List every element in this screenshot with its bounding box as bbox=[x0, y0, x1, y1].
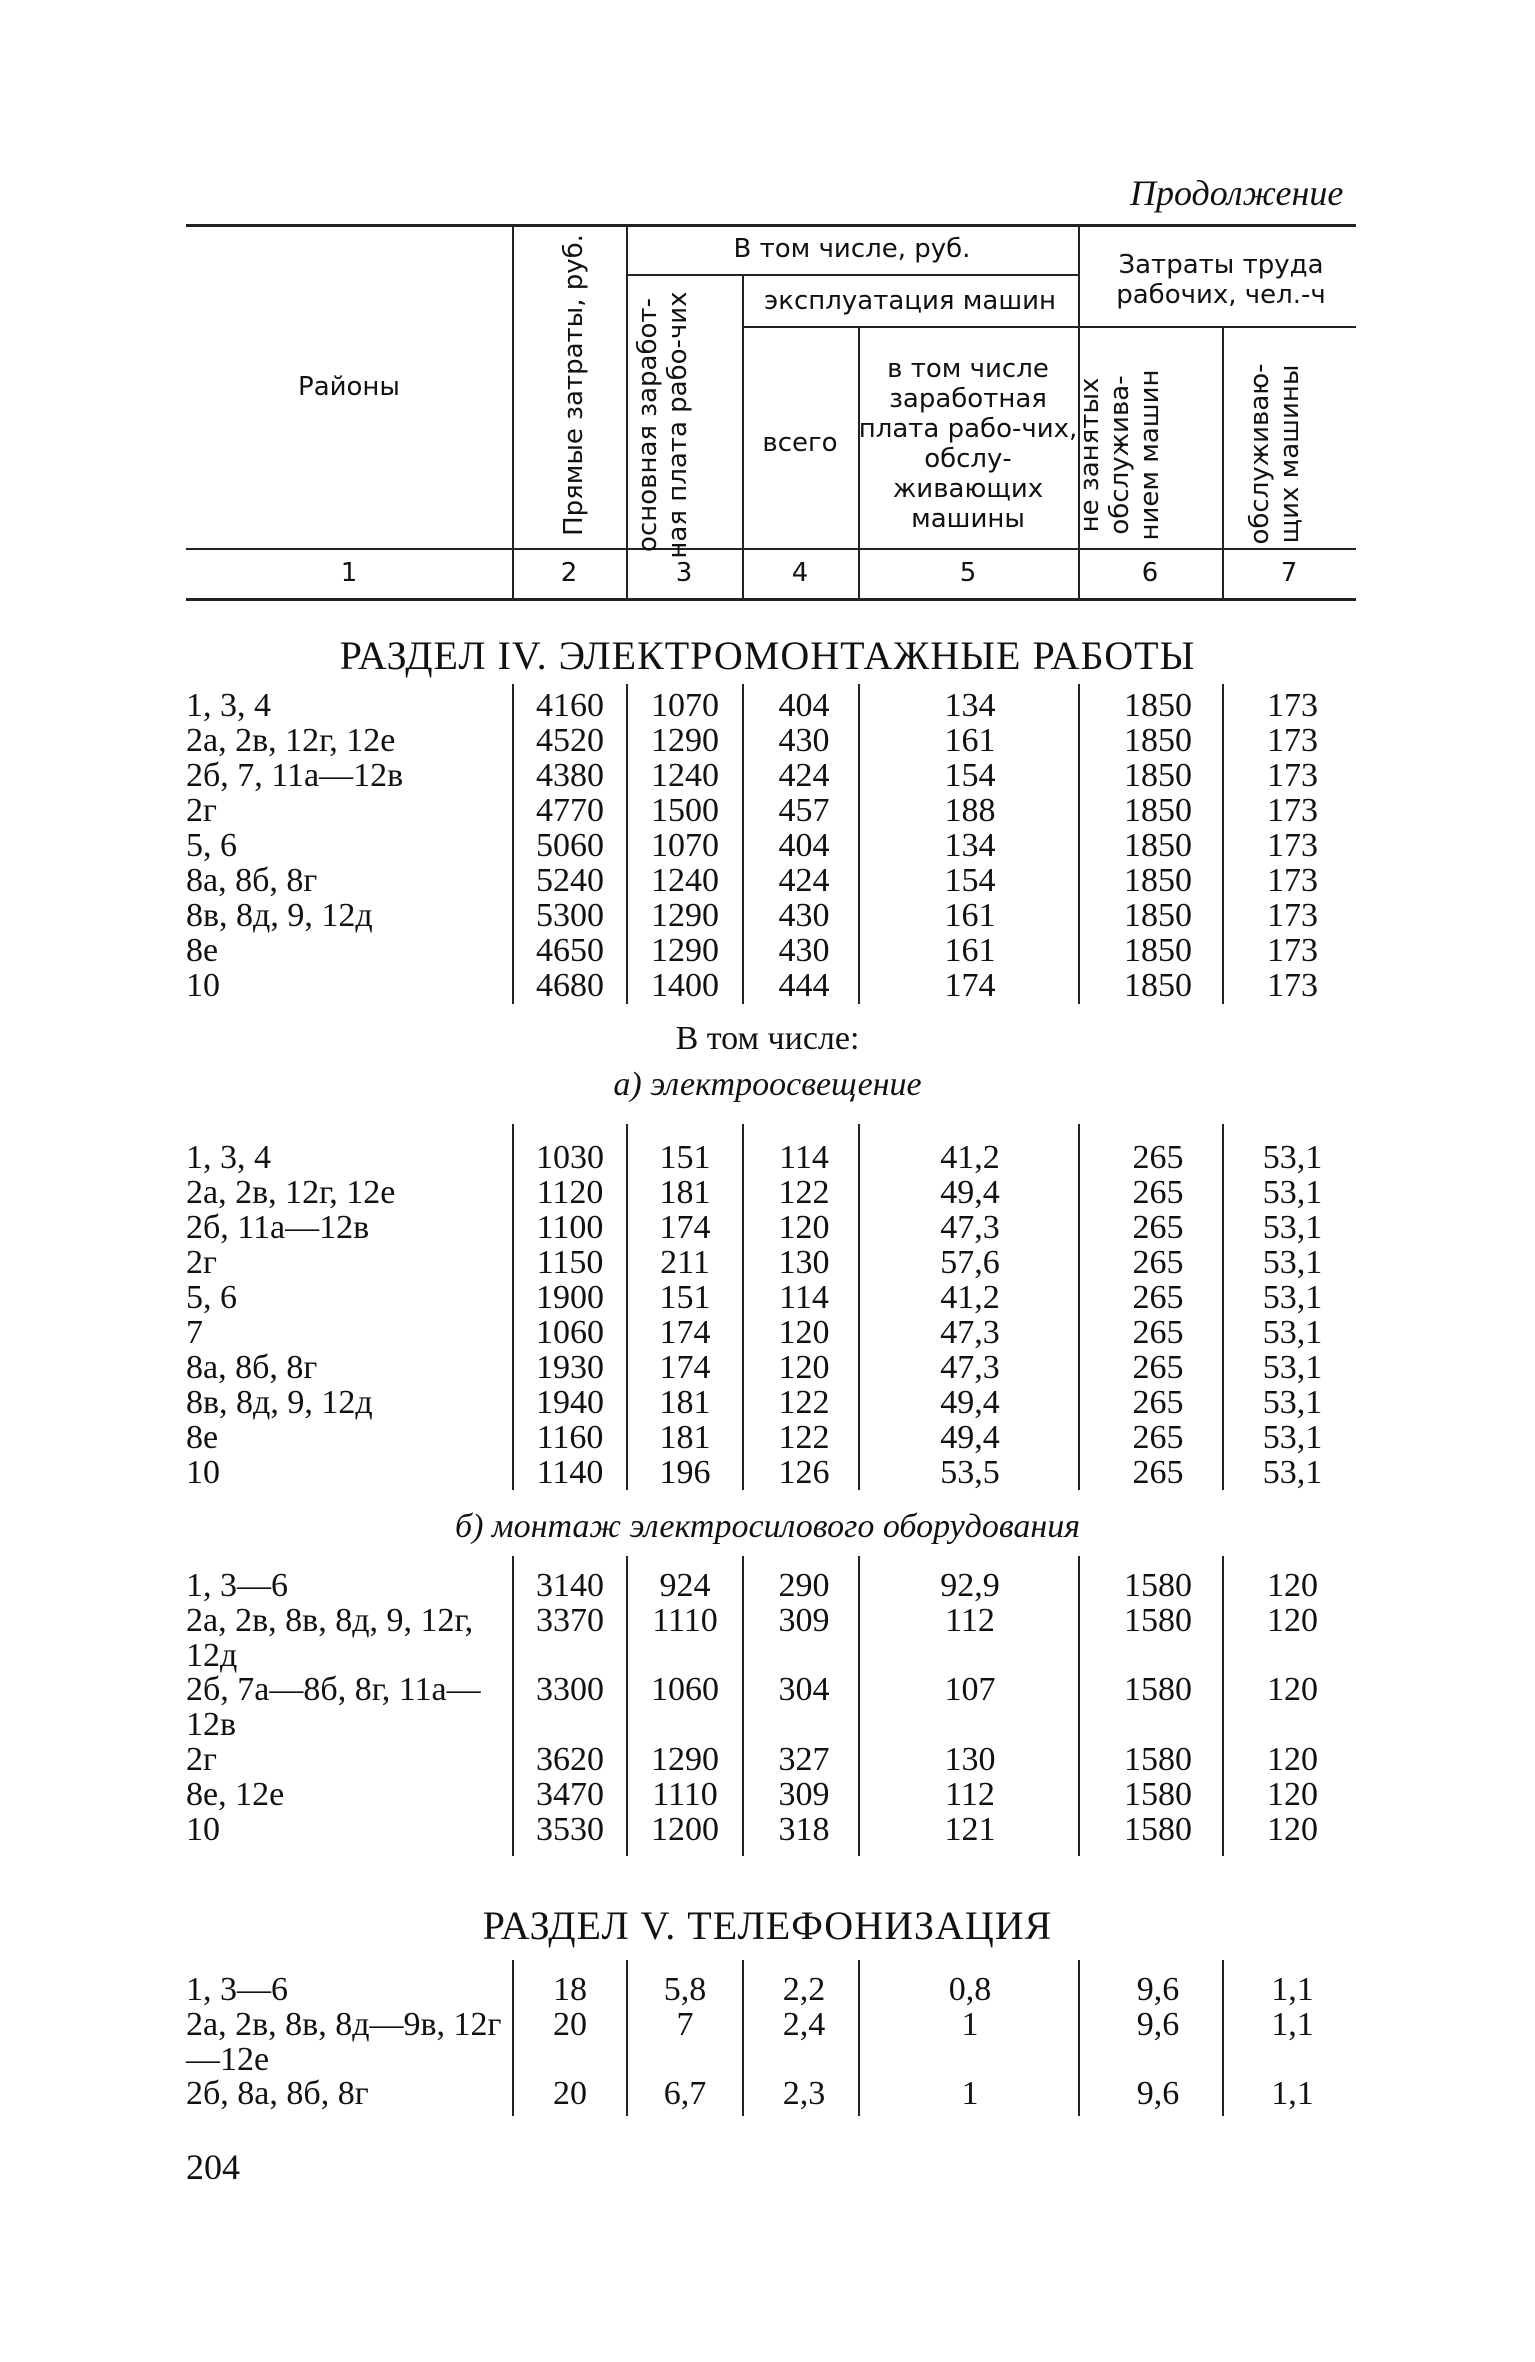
table-cell: 120 bbox=[1267, 1671, 1318, 1708]
table-cell: 121 bbox=[944, 1811, 996, 1848]
table-cell: 53,1 bbox=[1262, 1139, 1323, 1176]
table-cell: 53,1 bbox=[1262, 1279, 1323, 1316]
table-cell: 9,6 bbox=[1136, 1971, 1180, 2008]
table-cell: 41,2 bbox=[940, 1139, 1000, 1176]
table-cell: 1120 bbox=[536, 1174, 604, 1211]
table-cell: 1850 bbox=[1124, 932, 1192, 969]
column-rule bbox=[858, 1124, 860, 1490]
table-cell: 114 bbox=[779, 1139, 829, 1176]
header-top-rule bbox=[186, 224, 1356, 227]
column-rule bbox=[626, 684, 628, 1004]
table-cell: 134 bbox=[944, 827, 996, 864]
table-cell: 41,2 bbox=[940, 1279, 1000, 1316]
table-cell: 53,1 bbox=[1262, 1244, 1323, 1281]
table-cell: 265 bbox=[1132, 1174, 1184, 1211]
table-row-region: 1, 3—6 bbox=[186, 1971, 288, 2008]
table-row-region: 2г bbox=[186, 1244, 217, 1281]
including-label: В том числе: bbox=[675, 1020, 860, 1057]
table-cell: 47,3 bbox=[940, 1349, 1000, 1386]
column-rule bbox=[512, 1556, 514, 1856]
table-cell: 2,4 bbox=[782, 2006, 826, 2043]
table-cell: 1290 bbox=[651, 897, 719, 934]
table-cell: 7 bbox=[676, 2006, 694, 2043]
col-num-5: 5 bbox=[959, 558, 977, 588]
table-cell: 120 bbox=[1267, 1602, 1318, 1639]
table-cell: 1060 bbox=[651, 1671, 719, 1708]
table-cell: 181 bbox=[659, 1419, 711, 1456]
table-cell: 424 bbox=[778, 862, 830, 899]
table-cell: 53,1 bbox=[1262, 1349, 1323, 1386]
table-cell: 4380 bbox=[536, 757, 604, 794]
table-cell: 1850 bbox=[1124, 687, 1192, 724]
table-cell: 161 bbox=[944, 722, 996, 759]
table-cell: 1580 bbox=[1124, 1671, 1192, 1708]
table-row-region: 5, 6 bbox=[186, 827, 237, 864]
table-cell: 1 bbox=[961, 2006, 979, 2043]
table-cell: 0,8 bbox=[948, 1971, 992, 2008]
table-cell: 120 bbox=[778, 1209, 830, 1246]
table-cell: 1,1 bbox=[1271, 1971, 1314, 2008]
column-rule bbox=[1078, 1124, 1080, 1490]
table-cell: 1160 bbox=[536, 1419, 604, 1456]
table-cell: 122 bbox=[778, 1174, 830, 1211]
table-cell: 457 bbox=[778, 792, 830, 829]
header-sub-rule bbox=[742, 326, 1078, 328]
table-cell: 4650 bbox=[536, 932, 604, 969]
subsection-a-title: а) электроосвещение bbox=[613, 1066, 922, 1103]
column-rule bbox=[512, 1960, 514, 2116]
table-cell: 211 bbox=[660, 1244, 710, 1281]
table-cell: 3140 bbox=[536, 1567, 604, 1604]
table-cell: 2,3 bbox=[782, 2075, 826, 2112]
table-cell: 18 bbox=[553, 1971, 587, 2008]
column-rule bbox=[858, 684, 860, 1004]
table-cell: 265 bbox=[1132, 1384, 1184, 1421]
table-cell: 1940 bbox=[536, 1384, 604, 1421]
table-cell: 4520 bbox=[536, 722, 604, 759]
table-row-region: 8в, 8д, 9, 12д bbox=[186, 897, 373, 934]
table-cell: 53,1 bbox=[1262, 1419, 1323, 1456]
table-cell: 154 bbox=[944, 862, 996, 899]
table-cell: 1240 bbox=[651, 862, 719, 899]
table-cell: 4160 bbox=[536, 687, 604, 724]
table-cell: 265 bbox=[1132, 1279, 1184, 1316]
table-cell: 92,9 bbox=[940, 1567, 1000, 1604]
column-rule bbox=[1078, 1960, 1080, 2116]
table-row-region: 10 bbox=[186, 1454, 220, 1491]
table-row-region: 10 bbox=[186, 1811, 220, 1848]
table-cell: 53,1 bbox=[1262, 1384, 1323, 1421]
table-cell: 309 bbox=[778, 1602, 830, 1639]
table-cell: 5300 bbox=[536, 897, 604, 934]
table-cell: 1110 bbox=[652, 1776, 718, 1813]
table-cell: 112 bbox=[945, 1602, 995, 1639]
header-machine-labor: обслуживаю-щих машины bbox=[1245, 363, 1305, 545]
table-cell: 1 bbox=[961, 2075, 979, 2112]
column-rule bbox=[626, 1124, 628, 1490]
table-cell: 1850 bbox=[1124, 722, 1192, 759]
table-cell: 1400 bbox=[651, 967, 719, 1004]
column-rule bbox=[626, 1556, 628, 1856]
table-cell: 265 bbox=[1132, 1244, 1184, 1281]
table-cell: 120 bbox=[1267, 1776, 1318, 1813]
table-row-region: 8е, 12е bbox=[186, 1776, 285, 1813]
table-cell: 112 bbox=[945, 1776, 995, 1813]
table-cell: 174 bbox=[659, 1314, 711, 1351]
table-cell: 181 bbox=[659, 1174, 711, 1211]
table-cell: 173 bbox=[1267, 967, 1318, 1004]
col-num-1: 1 bbox=[340, 558, 358, 588]
column-rule bbox=[742, 1960, 744, 2116]
table-cell: 130 bbox=[944, 1741, 996, 1778]
table-cell: 1290 bbox=[651, 932, 719, 969]
table-cell: 1930 bbox=[536, 1349, 604, 1386]
column-rule bbox=[626, 1960, 628, 2116]
table-cell: 173 bbox=[1267, 932, 1318, 969]
table-cell: 20 bbox=[553, 2075, 587, 2112]
table-row-region: 2а, 2в, 12г, 12е bbox=[186, 722, 396, 759]
column-rule bbox=[742, 684, 744, 1004]
table-cell: 1,1 bbox=[1271, 2006, 1314, 2043]
table-cell: 188 bbox=[944, 792, 996, 829]
table-row-region: 2б, 8а, 8б, 8г bbox=[186, 2075, 369, 2112]
header-including-group: В том числе, руб. bbox=[733, 234, 971, 264]
header-numbers-rule bbox=[186, 598, 1356, 601]
table-cell: 114 bbox=[779, 1279, 829, 1316]
column-rule bbox=[1078, 1556, 1080, 1856]
table-cell: 3530 bbox=[536, 1811, 604, 1848]
table-cell: 404 bbox=[778, 687, 830, 724]
table-cell: 265 bbox=[1132, 1139, 1184, 1176]
table-cell: 120 bbox=[778, 1314, 830, 1351]
table-cell: 173 bbox=[1267, 687, 1318, 724]
header-labor-group: Затраты труда рабочих, чел.-ч bbox=[1116, 250, 1326, 310]
column-rule bbox=[512, 684, 514, 1004]
header-machines-group: эксплуатация машин bbox=[763, 286, 1057, 316]
table-cell: 49,4 bbox=[940, 1419, 1000, 1456]
table-row-region: 8в, 8д, 9, 12д bbox=[186, 1384, 373, 1421]
table-cell: 1200 bbox=[651, 1811, 719, 1848]
header-regions: Районы bbox=[298, 372, 400, 402]
table-row-region: 2г bbox=[186, 792, 217, 829]
table-cell: 47,3 bbox=[940, 1209, 1000, 1246]
table-cell: 53,1 bbox=[1262, 1454, 1323, 1491]
table-cell: 1850 bbox=[1124, 757, 1192, 794]
column-rule bbox=[742, 1124, 744, 1490]
col-num-7: 7 bbox=[1280, 558, 1298, 588]
table-row-region: 7 bbox=[186, 1314, 203, 1351]
table-cell: 265 bbox=[1132, 1419, 1184, 1456]
column-rule bbox=[742, 1556, 744, 1856]
col-num-2: 2 bbox=[560, 558, 578, 588]
col-num-6: 6 bbox=[1141, 558, 1159, 588]
table-cell: 3300 bbox=[536, 1671, 604, 1708]
table-cell: 265 bbox=[1132, 1314, 1184, 1351]
header-not-machine: не занятых обслужива-нием машин bbox=[1075, 369, 1165, 541]
table-cell: 404 bbox=[778, 827, 830, 864]
header-wages: основная заработ-ная плата рабо-чих bbox=[633, 291, 693, 559]
table-row-region: 8а, 8б, 8г bbox=[186, 862, 318, 899]
table-cell: 1290 bbox=[651, 722, 719, 759]
table-cell: 1580 bbox=[1124, 1811, 1192, 1848]
table-cell: 107 bbox=[944, 1671, 996, 1708]
table-cell: 1900 bbox=[536, 1279, 604, 1316]
table-row-region: 1, 3, 4 bbox=[186, 1139, 271, 1176]
table-cell: 430 bbox=[778, 897, 830, 934]
table-cell: 3620 bbox=[536, 1741, 604, 1778]
table-cell: 173 bbox=[1267, 722, 1318, 759]
table-cell: 174 bbox=[659, 1349, 711, 1386]
table-cell: 290 bbox=[778, 1567, 830, 1604]
table-cell: 173 bbox=[1267, 897, 1318, 934]
table-cell: 47,3 bbox=[940, 1314, 1000, 1351]
table-cell: 57,6 bbox=[940, 1244, 1000, 1281]
continuation-label: Продолжение bbox=[1130, 173, 1344, 213]
header-machine-wages: в том числе заработная плата рабо-чих, обслу-живающих машины bbox=[858, 354, 1078, 534]
table-cell: 53,1 bbox=[1262, 1209, 1323, 1246]
table-cell: 1140 bbox=[536, 1454, 604, 1491]
table-row-region: 10 bbox=[186, 967, 220, 1004]
table-cell: 1580 bbox=[1124, 1776, 1192, 1813]
table-cell: 5060 bbox=[536, 827, 604, 864]
table-cell: 196 bbox=[659, 1454, 711, 1491]
table-cell: 120 bbox=[778, 1349, 830, 1386]
table-cell: 5240 bbox=[536, 862, 604, 899]
table-cell: 327 bbox=[778, 1741, 830, 1778]
table-cell: 1070 bbox=[651, 687, 719, 724]
table-cell: 126 bbox=[778, 1454, 830, 1491]
column-rule bbox=[858, 1960, 860, 2116]
table-cell: 1500 bbox=[651, 792, 719, 829]
table-cell: 1850 bbox=[1124, 792, 1192, 829]
table-cell: 430 bbox=[778, 722, 830, 759]
table-cell: 154 bbox=[944, 757, 996, 794]
table-row-region: 2б, 7, 11а—12в bbox=[186, 757, 404, 794]
table-row-region: 2а, 2в, 8в, 8д—9в, 12г—12е bbox=[186, 2006, 502, 2078]
table-cell: 924 bbox=[659, 1567, 711, 1604]
table-cell: 1070 bbox=[651, 827, 719, 864]
table-cell: 5,8 bbox=[663, 1971, 707, 2008]
header-machines-total: всего bbox=[762, 428, 838, 458]
table-row-region: 2б, 11а—12в bbox=[186, 1209, 370, 1246]
table-cell: 1850 bbox=[1124, 862, 1192, 899]
col-num-3: 3 bbox=[675, 558, 693, 588]
section-4-title: РАЗДЕЛ IV. ЭЛЕКТРОМОНТАЖНЫЕ РАБОТЫ bbox=[339, 633, 1196, 678]
table-cell: 1850 bbox=[1124, 967, 1192, 1004]
table-cell: 49,4 bbox=[940, 1384, 1000, 1421]
table-cell: 174 bbox=[944, 967, 996, 1004]
column-rule bbox=[858, 1556, 860, 1856]
table-cell: 430 bbox=[778, 932, 830, 969]
table-cell: 1290 bbox=[651, 1741, 719, 1778]
table-cell: 1580 bbox=[1124, 1602, 1192, 1639]
table-cell: 174 bbox=[659, 1209, 711, 1246]
table-cell: 161 bbox=[944, 932, 996, 969]
table-row-region: 5, 6 bbox=[186, 1279, 237, 1316]
table-row-region: 8е bbox=[186, 932, 219, 969]
table-cell: 6,7 bbox=[663, 2075, 707, 2112]
table-cell: 53,5 bbox=[940, 1454, 1000, 1491]
table-cell: 1580 bbox=[1124, 1741, 1192, 1778]
header-vline bbox=[626, 224, 628, 600]
header-direct-costs: Прямые затраты, руб. bbox=[559, 234, 589, 536]
table-row-region: 1, 3, 4 bbox=[186, 687, 271, 724]
table-cell: 1150 bbox=[536, 1244, 604, 1281]
table-cell: 2,2 bbox=[782, 1971, 826, 2008]
table-cell: 20 bbox=[553, 2006, 587, 2043]
table-cell: 265 bbox=[1132, 1454, 1184, 1491]
page-number: 204 bbox=[186, 2147, 240, 2187]
table-cell: 122 bbox=[778, 1419, 830, 1456]
table-cell: 120 bbox=[1267, 1811, 1318, 1848]
table-cell: 318 bbox=[778, 1811, 830, 1848]
table-cell: 304 bbox=[778, 1671, 830, 1708]
table-cell: 309 bbox=[778, 1776, 830, 1813]
table-cell: 151 bbox=[659, 1279, 711, 1316]
table-cell: 49,4 bbox=[940, 1174, 1000, 1211]
table-cell: 173 bbox=[1267, 757, 1318, 794]
table-cell: 9,6 bbox=[1136, 2006, 1180, 2043]
table-cell: 4770 bbox=[536, 792, 604, 829]
table-cell: 161 bbox=[944, 897, 996, 934]
table-row-region: 2а, 2в, 12г, 12е bbox=[186, 1174, 396, 1211]
table-cell: 1030 bbox=[536, 1139, 604, 1176]
subsection-b-title: б) монтаж электросилового оборудования bbox=[454, 1508, 1081, 1545]
table-cell: 1,1 bbox=[1271, 2075, 1314, 2112]
col-num-4: 4 bbox=[791, 558, 809, 588]
table-cell: 4680 bbox=[536, 967, 604, 1004]
header-vline bbox=[512, 224, 514, 600]
column-rule bbox=[512, 1124, 514, 1490]
table-cell: 120 bbox=[1267, 1741, 1318, 1778]
table-cell: 173 bbox=[1267, 827, 1318, 864]
table-cell: 130 bbox=[778, 1244, 830, 1281]
column-rule bbox=[1078, 684, 1080, 1004]
table-row-region: 8е bbox=[186, 1419, 219, 1456]
table-cell: 265 bbox=[1132, 1349, 1184, 1386]
table-cell: 1240 bbox=[651, 757, 719, 794]
table-cell: 1580 bbox=[1124, 1567, 1192, 1604]
table-cell: 9,6 bbox=[1136, 2075, 1180, 2112]
table-cell: 173 bbox=[1267, 792, 1318, 829]
header-bottom-rule bbox=[186, 548, 1356, 550]
table-cell: 120 bbox=[1267, 1567, 1318, 1604]
table-row-region: 1, 3—6 bbox=[186, 1567, 288, 1604]
table-cell: 151 bbox=[659, 1139, 711, 1176]
table-row-region: 2б, 7а—8б, 8г, 11а—12в bbox=[186, 1671, 481, 1743]
table-cell: 1850 bbox=[1124, 897, 1192, 934]
table-row-region: 2г bbox=[186, 1741, 217, 1778]
table-cell: 181 bbox=[659, 1384, 711, 1421]
table-cell: 1060 bbox=[536, 1314, 604, 1351]
table-cell: 444 bbox=[778, 967, 830, 1004]
header-sub-rule bbox=[1078, 326, 1356, 328]
table-cell: 122 bbox=[778, 1384, 830, 1421]
table-cell: 173 bbox=[1267, 862, 1318, 899]
table-cell: 1110 bbox=[652, 1602, 718, 1639]
table-cell: 1850 bbox=[1124, 827, 1192, 864]
table-cell: 3470 bbox=[536, 1776, 604, 1813]
table-cell: 1100 bbox=[536, 1209, 604, 1246]
table-cell: 134 bbox=[944, 687, 996, 724]
section-5-title: РАЗДЕЛ V. ТЕЛЕФОНИЗАЦИЯ bbox=[482, 1903, 1053, 1948]
table-cell: 53,1 bbox=[1262, 1314, 1323, 1351]
table-cell: 265 bbox=[1132, 1209, 1184, 1246]
table-cell: 3370 bbox=[536, 1602, 604, 1639]
table-cell: 424 bbox=[778, 757, 830, 794]
table-cell: 53,1 bbox=[1262, 1174, 1323, 1211]
table-row-region: 2а, 2в, 8в, 8д, 9, 12г, 12д bbox=[186, 1602, 474, 1674]
table-row-region: 8а, 8б, 8г bbox=[186, 1349, 318, 1386]
